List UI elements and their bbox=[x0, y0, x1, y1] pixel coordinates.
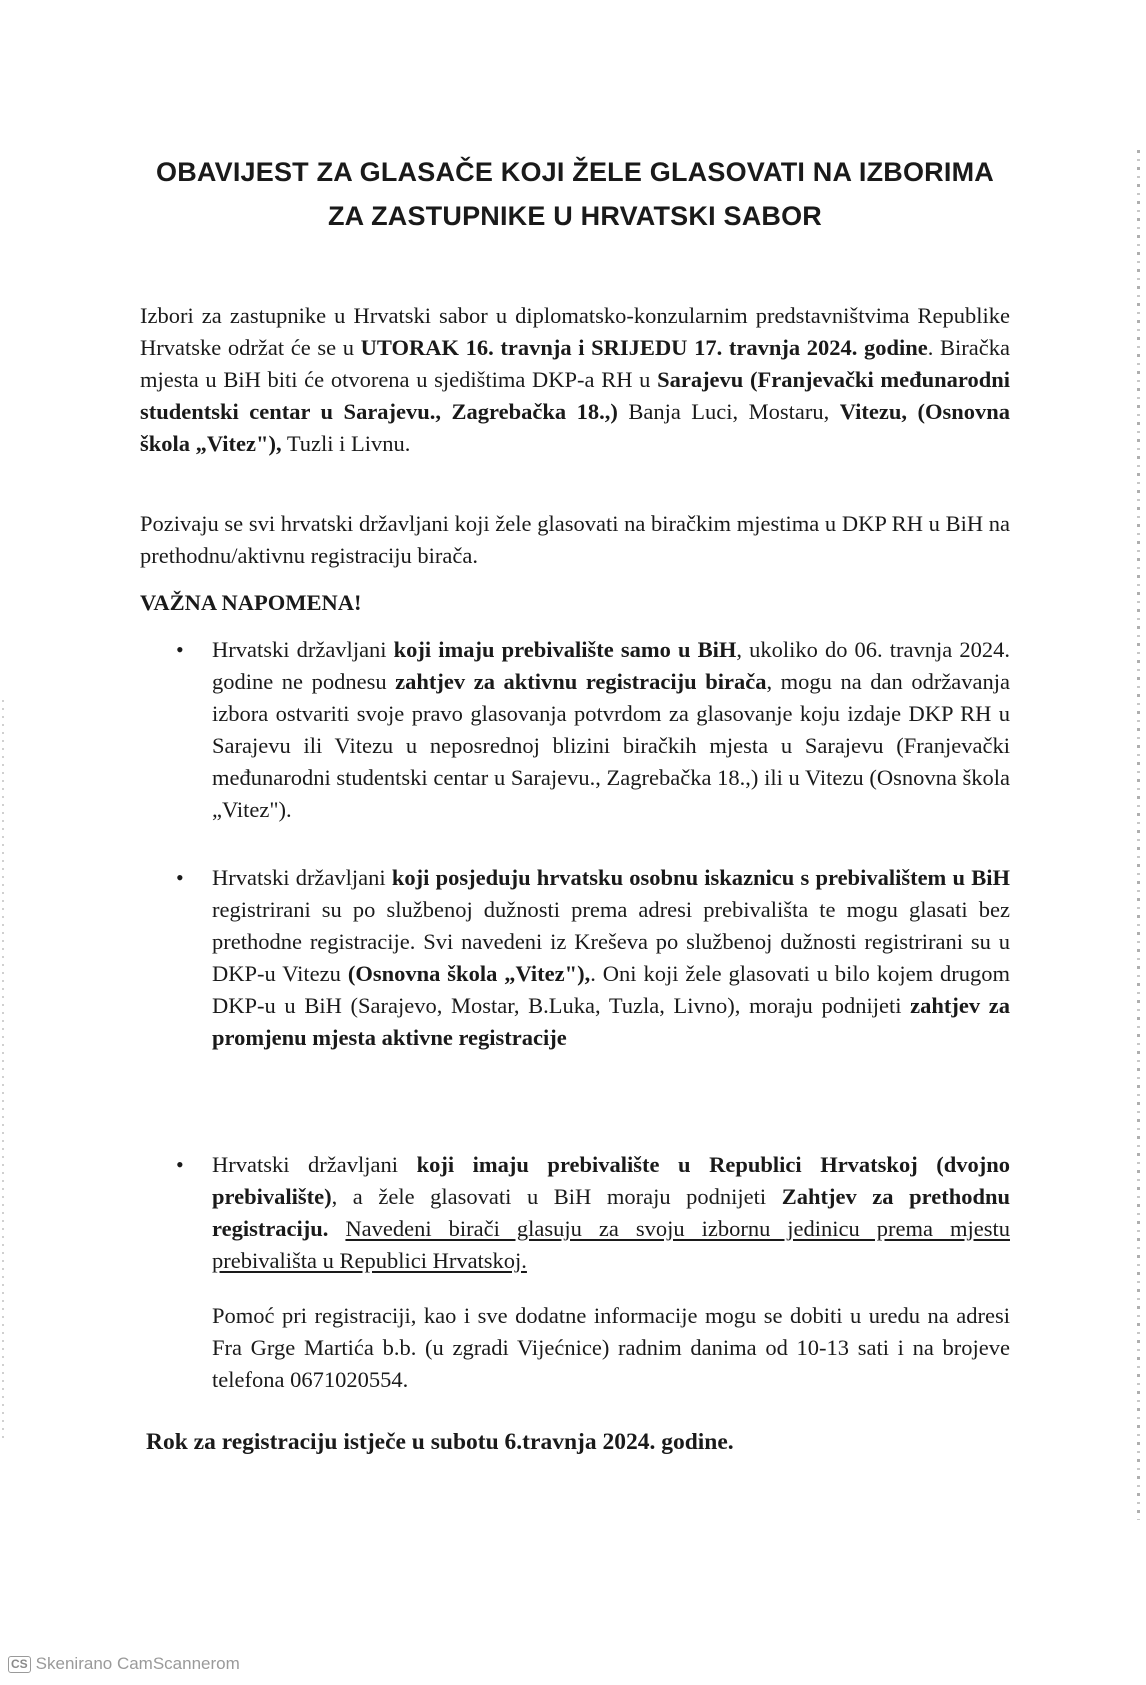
bold-text: koji imaju prebivalište u Republici Hrvatskoj (dvojno prebivalište) bbox=[212, 1152, 1011, 1209]
bullet-item-dual-residence bbox=[176, 1149, 1011, 1277]
bold-text: koji posjeduju hrvatsku osobnu iskaznicu s prebivalištem u BiH bbox=[391, 865, 1010, 890]
text: Hrvatski državljani bbox=[212, 865, 392, 890]
bullet-text bbox=[212, 634, 1010, 826]
bold-text: koji imaju prebivalište samo u BiH bbox=[393, 637, 737, 662]
text: , ukoliko do 06. travnja 2024. godine ne podnesu bbox=[212, 637, 1010, 694]
intro-text-2: . Biračka mjesta u BiH biti će otvorena u sjedištima DKP-a RH u bbox=[140, 335, 1010, 392]
text: Hrvatski državljani bbox=[212, 637, 394, 662]
camscanner-logo-icon: CS bbox=[8, 1656, 31, 1673]
bold-text: (Osnovna škola „Vitez"), bbox=[347, 961, 591, 986]
intro-sarajevo: Sarajevu (Franjevački međunarodni studentski centar u Sarajevu., Zagrebačka 18.,) bbox=[140, 367, 1010, 424]
bullet-item-residence-bih bbox=[176, 634, 1011, 826]
watermark-text: Skenirano CamScannerom bbox=[35, 1654, 240, 1673]
bullet-item-croatian-id bbox=[176, 862, 1010, 1054]
bullet-text bbox=[212, 862, 1010, 1054]
registration-deadline: Rok za registraciju istječe u subotu 6.travnja 2024. godine. bbox=[146, 1429, 734, 1455]
scan-edge-left bbox=[2, 700, 4, 1440]
bullet-icon: • bbox=[176, 637, 184, 662]
document-title bbox=[140, 150, 1010, 238]
intro-text-4: Tuzli i Livnu. bbox=[281, 431, 411, 456]
document-page bbox=[140, 150, 1011, 1455]
camscanner-watermark bbox=[8, 1654, 240, 1674]
bold-text: zahtjev za aktivnu registraciju birača bbox=[395, 669, 767, 694]
text: Hrvatski državljani bbox=[212, 1152, 417, 1177]
title-line-2: ZA ZASTUPNIKE U HRVATSKI SABOR bbox=[327, 201, 823, 231]
bullet-icon: • bbox=[176, 865, 184, 890]
important-note-heading: VAŽNA NAPOMENA! bbox=[140, 590, 362, 615]
intro-vitez: Vitezu, (Osnovna škola „Vitez"), bbox=[140, 399, 1010, 456]
bold-text: Zahtjev za prethodnu registraciju. bbox=[212, 1184, 1010, 1241]
text: , a žele glasovati u BiH moraju podnijeti bbox=[331, 1184, 782, 1209]
bold-text: zahtjev za promjenu mjesta aktivne registracije bbox=[212, 993, 1010, 1050]
intro-dates: UTORAK 16. travnja i SRIJEDU 17. travnja 2024. godine bbox=[360, 335, 928, 360]
title-line-1: OBAVIJEST ZA GLASAČE KOJI ŽELE GLASOVATI NA IZBORIMA bbox=[156, 157, 994, 187]
intro-text-1: Izbori za zastupnike u Hrvatski sabor u diplomatsko-konzularnim predstavništvima Republike Hrvatske održat će se u bbox=[140, 303, 1010, 360]
help-paragraph: Pomoć pri registraciji, kao i sve dodatne informacije mogu se dobiti u uredu na adresi Fra Grge Martića b.b. (u zgradi Vijećnice) radnim danima od 10-13 sati i na brojeve telefona 0671020554. bbox=[212, 1303, 1010, 1392]
bullet-text bbox=[212, 1149, 1010, 1277]
text: registrirani su po službenoj dužnosti prema adresi prebivališta te mogu glasati bez prethodne registracije. Svi navedeni iz Kreševa po službenoj dužnosti registrirani su u DKP-u Vitezu bbox=[212, 897, 1010, 986]
scan-edge-right bbox=[1137, 150, 1140, 1520]
bullet-icon: • bbox=[176, 1152, 184, 1177]
underlined-text: Navedeni birači glasuju za svoju izbornu jedinicu prema mjestu prebivališta u Republici Hrvatskoj. bbox=[212, 1216, 1010, 1273]
invitation-paragraph: Pozivaju se svi hrvatski državljani koji žele glasovati na biračkim mjestima u DKP RH u BiH na prethodnu/aktivnu registraciju birača. bbox=[140, 511, 1010, 568]
intro-paragraph bbox=[140, 300, 1010, 460]
intro-text-3: Banja Luci, Mostaru, bbox=[617, 399, 840, 424]
text: , mogu na dan održavanja izbora ostvariti svoje pravo glasovanja potvrdom za glasovanje koju izdaje DKP RH u Sarajevu ili Vitezu u neposrednoj blizini biračkih mjesta u Sarajevu (Franjevački međunarodni studentski centar u Sarajevu., Zagrebačka 18.,) ili u Vitezu (Osnovna škola „Vitez"). bbox=[212, 669, 1011, 822]
text bbox=[328, 1216, 345, 1241]
text: . Oni koji žele glasovati u bilo kojem drugom DKP-u u BiH (Sarajevo, Mostar, B.Luka, Tuzla, Livno), moraju podnijeti bbox=[212, 961, 1010, 1018]
